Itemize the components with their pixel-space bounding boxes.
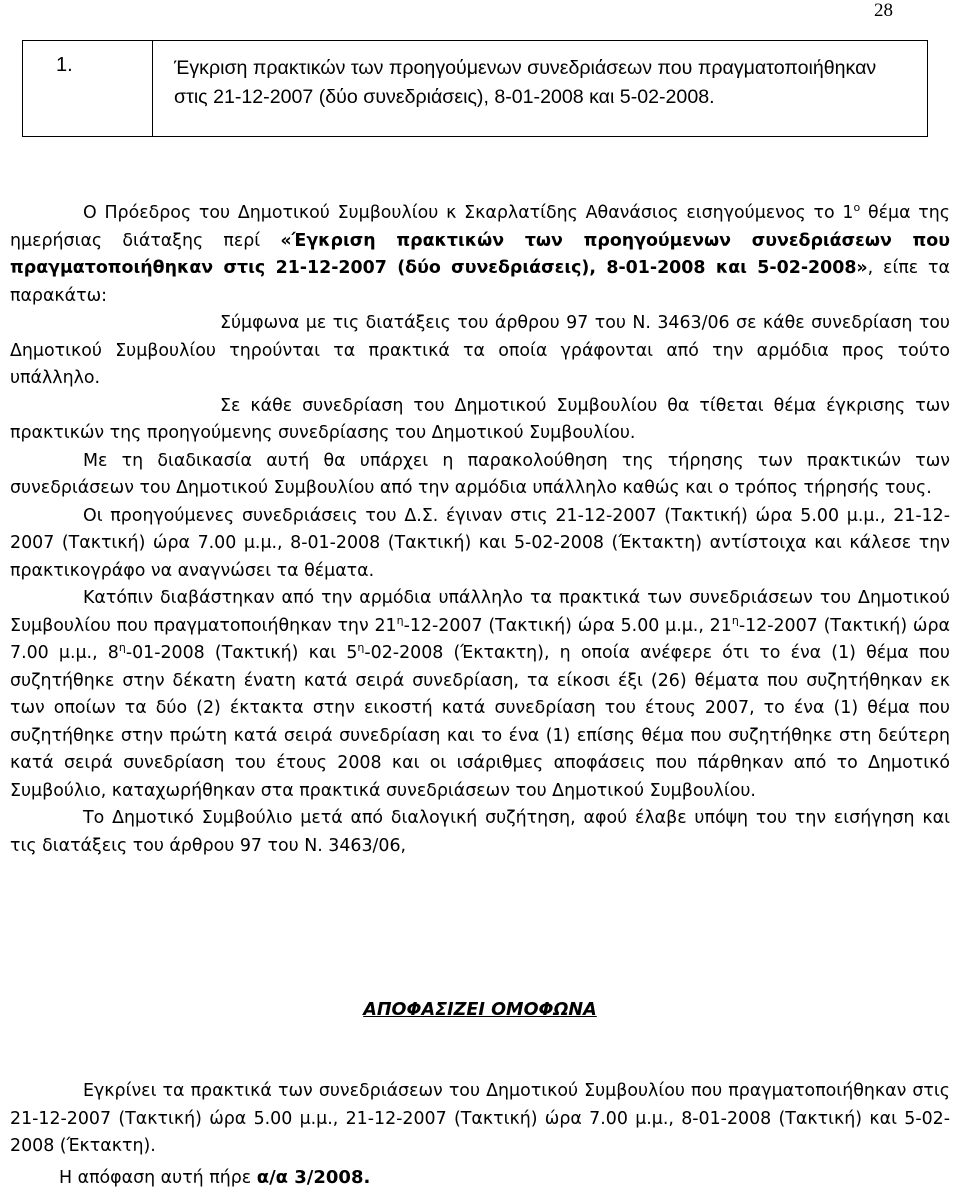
decision-number-line: Η απόφαση αυτή πήρε α/α 3/2008. <box>59 1167 371 1188</box>
paragraph-minutes-read: Κατόπιν διαβάστηκαν από την αρμόδια υπάλληλο τα πρακτικά των συνεδριάσεων του Δημοτικού Συμβουλίου που πραγματοποιήθηκαν την $21^\eta-12-2007$ (Τακτική) ώρα 5.00 μ.μ., $21^\eta-12-2007$ (Τακτική) ώρα 7.00 μ.μ., $8^\eta-01-2008$ (Τακτική) και $5^\eta-02-2008$ (Έκτακτη), η οποία ανέφερε ότι το ένα (1) θέμα που συζητήθηκε στην δέκατη ένατη κατά σειρά συνεδρίαση, τα είκοσι έξι (26) θέματα που συζητήθηκαν εκ των οποίων τα δύο (2) έκτακτα στην εικοστή κατά συνεδρίαση του έτους 2007, το ένα (1) θέμα που συζητήθηκε στην πρώτη κατά σειρά συνεδρίαση και το ένα (1) επίσης θέμα που συζητήθηκε στη δεύτερη κατά σειρά συνεδρίαση του έτους 2008 και οι ισάριθμες αποφάσεις που πάρθηκαν από το Δημοτικό Συμβούλιο, καταχωρήθηκαν στα πρακτικά συνεδριάσεων του Δημοτικού Συμβουλίου. <box>10 588 950 801</box>
decision-number: α/α 3/2008. <box>256 1167 371 1188</box>
agenda-item-table <box>22 40 928 137</box>
page-number: 28 <box>874 0 893 21</box>
paragraph-council-deliberation: Το Δημοτικό Συμβούλιο μετά από διαλογική συζήτηση, αφού έλαβε υπόψη του την εισήγηση και τις διατάξεις του άρθρου 97 του Ν. 3463/06, <box>10 808 950 856</box>
paragraph-previous-sessions: Οι προηγούμενες συνεδριάσεις του Δ.Σ. έγιναν στις 21-12-2007 (Τακτική) ώρα 5.00 μ.μ., 21-12-2007 (Τακτική) ώρα 7.00 μ.μ., 8-01-2008 (Τακτική) και 5-02-2008 (Έκτακτη) αντίστοιχα και κάλεσε την πρακτικογράφο να αναγνώσει τα θέματα. <box>10 505 950 581</box>
paragraph-approval-rule: Σε κάθε συνεδρίαση του Δημοτικού Συμβουλίου θα τίθεται θέμα έγκρισης των πρακτικών της προηγούμενης συνεδρίασης του Δημοτικού Συμβουλίου. <box>10 395 950 443</box>
agenda-item-number: 1. <box>56 54 73 76</box>
decision-section <box>10 1078 950 1161</box>
agenda-item-title: Έγκριση πρακτικών των προηγούμενων συνεδριάσεων που πραγματοποιήθηκαν στις 21-12-2007 (δύο συνεδριάσεις), 8-01-2008 και 5-02-2008. <box>174 57 877 108</box>
intro-paragraph: Ο Πρόεδρος του Δημοτικού Συμβουλίου κ Σκαρλατίδης Αθανάσιος εισηγούμενος το $1^o$ θέμα της ημερήσιας διάταξης περί «Έγκριση πρακτικών των προηγούμενων συνεδριάσεων που πραγματοποιήθηκαν στις 21-12-2007 (δύο συνεδριάσεις), 8-01-2008 και 5-02-2008», είπε τα παρακάτω: <box>10 201 951 306</box>
table-divider <box>152 41 153 136</box>
body-text <box>10 200 950 860</box>
decision-paragraph: Εγκρίνει τα πρακτικά των συνεδριάσεων του Δημοτικού Συμβουλίου που πραγματοποιήθηκαν στις 21-12-2007 (Τακτική) ώρα 5.00 μ.μ., 21-12-2007 (Τακτική) ώρα 7.00 μ.μ., 8-01-2008 (Τακτική) και 5-02-2008 (Έκτακτη). <box>10 1081 950 1156</box>
paragraph-law-reference: Σύμφωνα με τις διατάξεις του άρθρου 97 του Ν. 3463/06 σε κάθε συνεδρίαση του Δημοτικού Συμβουλίου τηρούνται τα πρακτικά τα οποία γράφονται από την αρμόδια προς τούτο υπάλληλο. <box>10 313 950 388</box>
agenda-title-bold: «Έγκριση πρακτικών των προηγούμενων συνεδριάσεων που πραγματοποιήθηκαν στις 21-12-2007 (δύο συνεδριάσεις), 8-01-2008 και 5-02-2008» <box>10 230 950 278</box>
decision-heading: ΑΠΟΦΑΣΙΖΕΙ ΟΜΟΦΩΝΑ <box>363 1000 597 1020</box>
paragraph-procedure: Με τη διαδικασία αυτή θα υπάρχει η παρακολούθηση της τήρησης των πρακτικών των συνεδριάσεων του Δημοτικού Συμβουλίου από την αρμόδια υπάλληλο καθώς και ο τρόπος τήρησής τους. <box>10 450 950 498</box>
